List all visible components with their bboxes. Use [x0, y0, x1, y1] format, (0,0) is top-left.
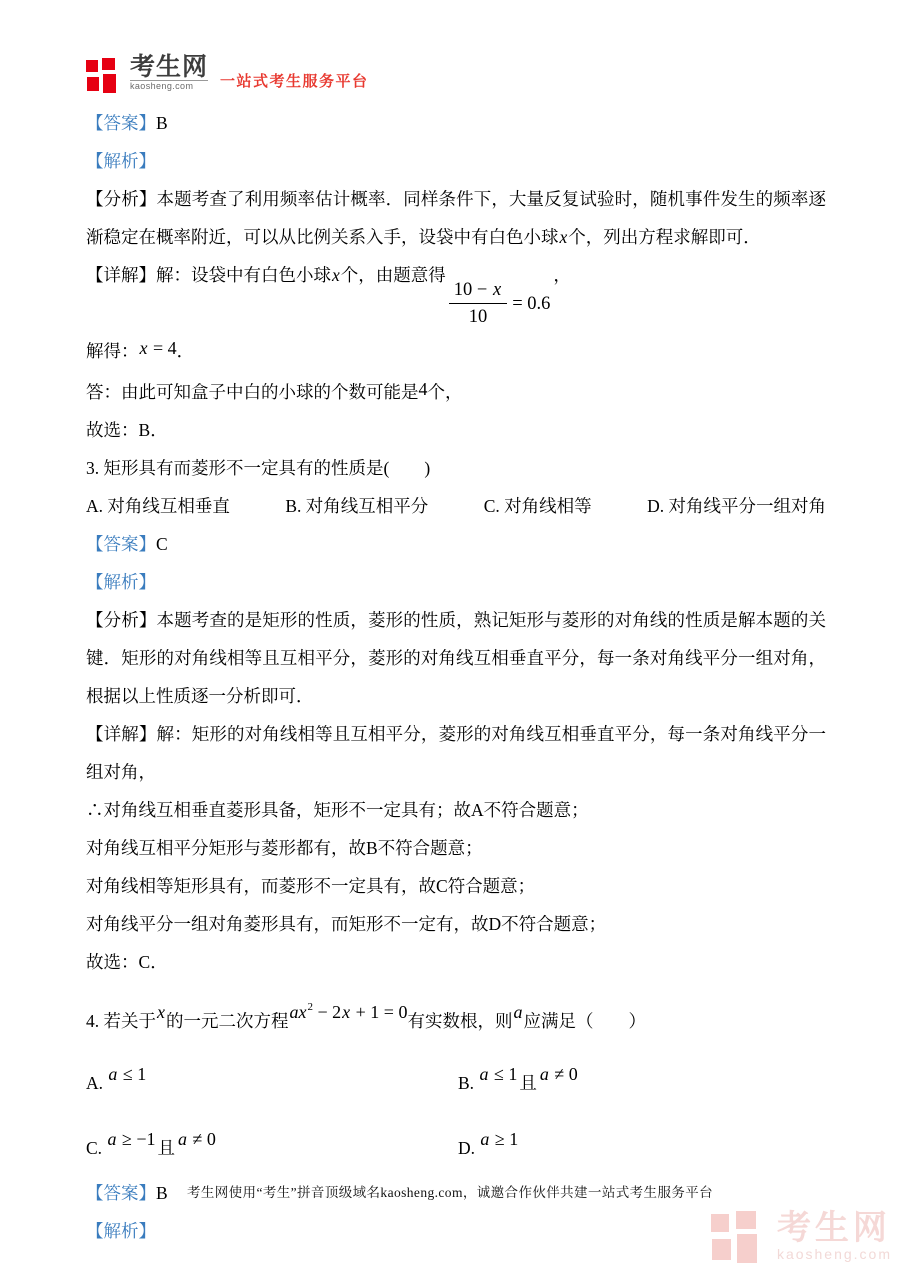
fraction-denominator: 10	[468, 307, 488, 328]
q2-conclusion-line: 答：由此可知盒子中白的小球的个数可能是4个，	[86, 379, 463, 403]
answer-label: 【答案】	[86, 1183, 156, 1204]
q2-analysis-text-end: 个，列出方程求解即可．	[568, 227, 761, 247]
math-var-x: x	[492, 280, 502, 300]
q3-reason-d: 对角线平分一组对角菱形具有，而矩形不一定有，故D不符合题意；	[86, 914, 607, 935]
q3-answer-line	[86, 525, 826, 563]
q3-jiexi-line	[86, 563, 826, 601]
q3-analysis-text: 本题考查的是矩形的性质，菱形的性质，熟记矩形与菱形的对角线的性质是解本题的关键．矩形的对角线相等且互相平分，菱形的对角线互相垂直平分，每一条对角线平分一组对角，根据以上性质逐一分析即可．	[86, 610, 827, 707]
logo-domain: kaosheng.com	[130, 80, 208, 91]
kaosheng-logo-icon	[86, 54, 122, 96]
q3-option-a: A. 对角线互相垂直	[86, 496, 230, 517]
document-body	[86, 104, 826, 1250]
answer-label: 【答案】	[86, 534, 156, 555]
chosen-letter: C	[138, 952, 151, 973]
q3-title	[86, 449, 826, 487]
q4-option-c: C. a ≥ −1 且 a ≠ 0	[86, 1129, 216, 1159]
count-value: 4	[418, 379, 428, 400]
q3-detail-text: 解：矩形的对角线相等且互相平分，菱形的对角线互相垂直平分，每一条对角线平分一组对角，	[86, 724, 827, 783]
quadratic-equation: $ax^2 - 2x + 1 = 0$	[289, 1001, 408, 1023]
page-footer: 考生网使用“考生”拼音顶级域名kaosheng.com，诚邀合作伙伴共建一站式考生服务平台	[186, 1185, 714, 1200]
answer-label: 【答案】	[86, 113, 156, 133]
logo-block	[711, 1214, 729, 1232]
logo-text	[130, 54, 208, 91]
logo-block	[737, 1234, 757, 1263]
q4-answer-letter: B	[156, 1183, 168, 1204]
q3-title-text: 矩形具有而菱形不一定具有的性质是( )	[99, 458, 431, 479]
comma: ，	[553, 265, 571, 285]
q2-detail-text-mid: 个，由题意得	[340, 265, 446, 285]
q2-answer-letter: B	[156, 113, 168, 133]
logo-tagline: 一站式考生服务平台	[220, 73, 369, 90]
q3-option-b: B. 对角线互相平分	[285, 496, 429, 517]
q4-title: 4. 若关于x的一元二次方程$ax^2 - 2x + 1 = 0$有实数根，则a应满足（ ）	[86, 1001, 646, 1032]
q4-options-row2	[86, 1113, 826, 1174]
watermark-name: 考生网	[776, 1209, 891, 1247]
q3-number: 3.	[86, 458, 100, 479]
q3-option-d: D. 对角线平分一组对角	[647, 496, 826, 517]
q2-analysis-paragraph	[86, 180, 826, 256]
math-var-x: x	[559, 227, 568, 247]
q3-answer-letter: C	[156, 534, 168, 555]
q3-reason-a: ∴对角线互相垂直菱形具备，矩形不一定具有；故A不符合题意；	[86, 800, 589, 821]
q3-reason-c: 对角线相等矩形具有，而菱形不一定具有，故C符合题意；	[86, 876, 536, 897]
logo-name: 考生网	[130, 53, 209, 81]
q4-option-d: D. a ≥ 1	[458, 1129, 519, 1159]
logo-block	[86, 60, 98, 72]
q4-option-b: B. a ≤ 1 且 a ≠ 0	[458, 1064, 578, 1094]
q2-analysis-text: 本题考查了利用频率估计概率．同样条件下，大量反复试验时，随机事件发生的频率逐渐稳定在概率附近，可以从比例关系入手，设袋中有白色小球	[86, 189, 827, 247]
xiangjie-label: 【详解】	[86, 724, 157, 745]
chosen-letter: B	[138, 420, 151, 441]
q2-jiexi-line	[86, 142, 826, 180]
fraction	[449, 278, 507, 329]
jiexi-label: 【解析】	[86, 572, 156, 593]
fraction-result: = 0.6	[512, 293, 551, 314]
xiangjie-label: 【详解】	[86, 265, 156, 285]
watermark-logo-icon	[711, 1205, 767, 1267]
fraction-equation	[449, 278, 551, 329]
logo-block	[103, 74, 116, 94]
fenxi-label: 【分析】	[86, 610, 157, 631]
q2-choose-line: 故选：B．	[86, 420, 168, 441]
q3-detail-line	[86, 715, 826, 791]
q2-solve-line: 解得：x = 4．	[86, 338, 195, 362]
q3-reason-b: 对角线互相平分矩形与菱形都有，故B不符合题意；	[86, 838, 483, 859]
fraction-numerator: 10 − x	[449, 278, 507, 304]
watermark-logo	[711, 1205, 892, 1267]
site-header	[86, 54, 369, 96]
q4-number: 4.	[86, 1011, 100, 1032]
q3-analysis-paragraph	[86, 601, 826, 715]
q2-answer-line	[86, 104, 826, 142]
watermark-text	[777, 1210, 892, 1262]
fenxi-label: 【分析】	[86, 189, 157, 209]
q3-option-c: C. 对角线相等	[483, 496, 592, 517]
math-var-x: x	[332, 265, 340, 285]
q3-choose-line: 故选：C．	[86, 952, 168, 973]
q4-option-a: A. a ≤ 1	[86, 1064, 147, 1094]
q3-options	[86, 487, 826, 525]
logo-block	[736, 1211, 756, 1229]
math-var-a: a	[513, 1002, 523, 1023]
q2-detail-text: 解：设袋中有白色小球	[156, 265, 331, 285]
math-x-equals-4: x = 4	[139, 338, 177, 359]
math-var-x: x	[157, 1002, 165, 1023]
logo-block	[87, 77, 99, 91]
q4-options-row1	[86, 1048, 826, 1109]
q2-detail-line	[86, 256, 826, 329]
logo-block	[712, 1239, 731, 1260]
watermark-domain: kaosheng.com	[776, 1246, 892, 1262]
jiexi-label: 【解析】	[86, 1221, 156, 1242]
logo-block	[102, 58, 115, 70]
jiexi-label: 【解析】	[86, 151, 156, 171]
